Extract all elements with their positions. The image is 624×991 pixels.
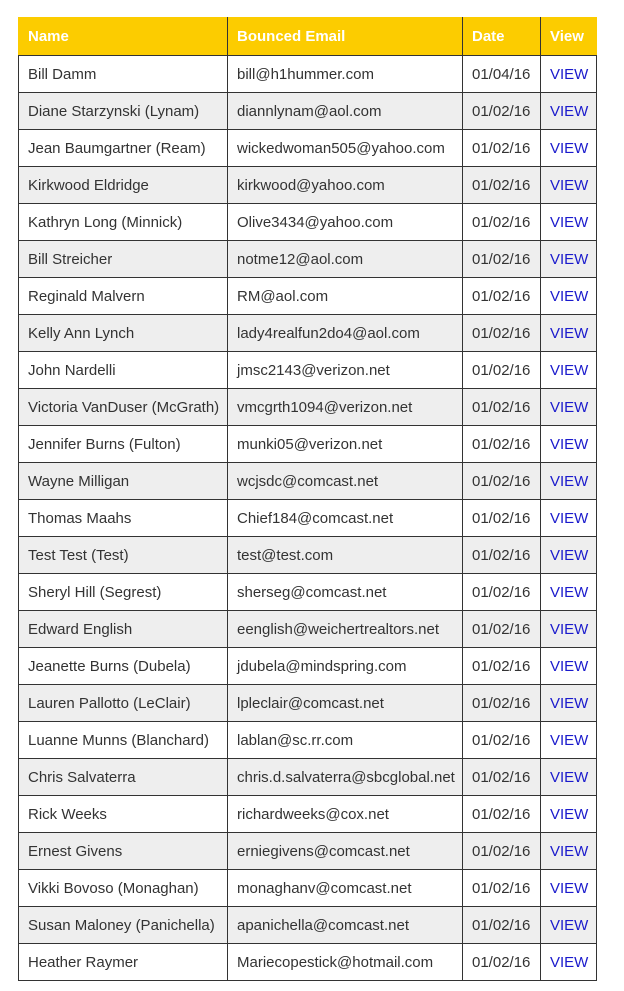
cell-date: 01/02/16	[463, 389, 541, 426]
cell-bounced-email: notme12@aol.com	[228, 241, 463, 278]
cell-name: Wayne Milligan	[19, 463, 228, 500]
view-link[interactable]: VIEW	[550, 250, 589, 268]
cell-bounced-email: jmsc2143@verizon.net	[228, 352, 463, 389]
view-link[interactable]: VIEW	[550, 583, 589, 601]
view-link[interactable]: VIEW	[550, 65, 589, 83]
cell-view	[541, 56, 597, 93]
cell-bounced-email: chris.d.salvaterra@sbcglobal.net	[228, 759, 463, 796]
cell-view	[541, 537, 597, 574]
view-link[interactable]: VIEW	[550, 472, 589, 490]
view-link[interactable]: VIEW	[550, 398, 589, 416]
cell-date: 01/02/16	[463, 204, 541, 241]
header-bounced-email: Bounced Email	[228, 18, 463, 56]
cell-date: 01/04/16	[463, 56, 541, 93]
view-link[interactable]: VIEW	[550, 953, 589, 971]
view-link[interactable]: VIEW	[550, 213, 589, 231]
cell-name: Sheryl Hill (Segrest)	[19, 574, 228, 611]
view-link[interactable]: VIEW	[550, 768, 589, 786]
cell-date: 01/02/16	[463, 759, 541, 796]
cell-name: Kelly Ann Lynch	[19, 315, 228, 352]
table-row	[19, 93, 597, 130]
cell-name: Jennifer Burns (Fulton)	[19, 426, 228, 463]
cell-date: 01/02/16	[463, 944, 541, 981]
view-link[interactable]: VIEW	[550, 879, 589, 897]
header-view: View	[541, 18, 597, 56]
table-header	[19, 18, 597, 56]
table-row	[19, 352, 597, 389]
cell-name: Ernest Givens	[19, 833, 228, 870]
table-row	[19, 574, 597, 611]
cell-name: Susan Maloney (Panichella)	[19, 907, 228, 944]
cell-name: Jean Baumgartner (Ream)	[19, 130, 228, 167]
cell-view	[541, 204, 597, 241]
table-row	[19, 500, 597, 537]
cell-name: John Nardelli	[19, 352, 228, 389]
view-link[interactable]: VIEW	[550, 916, 589, 934]
view-link[interactable]: VIEW	[550, 287, 589, 305]
cell-bounced-email: diannlynam@aol.com	[228, 93, 463, 130]
cell-bounced-email: erniegivens@comcast.net	[228, 833, 463, 870]
cell-bounced-email: Chief184@comcast.net	[228, 500, 463, 537]
table-row	[19, 426, 597, 463]
cell-view	[541, 278, 597, 315]
cell-name: Diane Starzynski (Lynam)	[19, 93, 228, 130]
cell-date: 01/02/16	[463, 722, 541, 759]
cell-bounced-email: sherseg@comcast.net	[228, 574, 463, 611]
header-row	[19, 18, 597, 56]
cell-name: Bill Damm	[19, 56, 228, 93]
cell-date: 01/02/16	[463, 574, 541, 611]
cell-date: 01/02/16	[463, 833, 541, 870]
cell-date: 01/02/16	[463, 907, 541, 944]
cell-date: 01/02/16	[463, 352, 541, 389]
cell-view	[541, 352, 597, 389]
cell-date: 01/02/16	[463, 796, 541, 833]
cell-name: Bill Streicher	[19, 241, 228, 278]
view-link[interactable]: VIEW	[550, 842, 589, 860]
cell-bounced-email: Olive3434@yahoo.com	[228, 204, 463, 241]
cell-bounced-email: test@test.com	[228, 537, 463, 574]
cell-view	[541, 833, 597, 870]
header-date: Date	[463, 18, 541, 56]
table-row	[19, 944, 597, 981]
cell-name: Kirkwood Eldridge	[19, 167, 228, 204]
cell-bounced-email: apanichella@comcast.net	[228, 907, 463, 944]
cell-date: 01/02/16	[463, 463, 541, 500]
cell-date: 01/02/16	[463, 315, 541, 352]
cell-bounced-email: jdubela@mindspring.com	[228, 648, 463, 685]
cell-name: Vikki Bovoso (Monaghan)	[19, 870, 228, 907]
cell-bounced-email: RM@aol.com	[228, 278, 463, 315]
cell-view	[541, 167, 597, 204]
view-link[interactable]: VIEW	[550, 620, 589, 638]
cell-date: 01/02/16	[463, 167, 541, 204]
cell-name: Thomas Maahs	[19, 500, 228, 537]
cell-date: 01/02/16	[463, 685, 541, 722]
cell-view	[541, 648, 597, 685]
cell-view	[541, 130, 597, 167]
cell-name: Jeanette Burns (Dubela)	[19, 648, 228, 685]
table-row	[19, 278, 597, 315]
view-link[interactable]: VIEW	[550, 805, 589, 823]
cell-view	[541, 944, 597, 981]
view-link[interactable]: VIEW	[550, 176, 589, 194]
table-body	[19, 56, 597, 981]
cell-name: Test Test (Test)	[19, 537, 228, 574]
cell-name: Victoria VanDuser (McGrath)	[19, 389, 228, 426]
table-row	[19, 167, 597, 204]
cell-bounced-email: lpleclair@comcast.net	[228, 685, 463, 722]
table-row	[19, 796, 597, 833]
table-row	[19, 130, 597, 167]
cell-name: Edward English	[19, 611, 228, 648]
header-name: Name	[19, 18, 228, 56]
cell-date: 01/02/16	[463, 611, 541, 648]
cell-view	[541, 389, 597, 426]
table-row	[19, 463, 597, 500]
view-link[interactable]: VIEW	[550, 509, 589, 527]
cell-view	[541, 241, 597, 278]
cell-bounced-email: monaghanv@comcast.net	[228, 870, 463, 907]
view-link[interactable]: VIEW	[550, 435, 589, 453]
view-link[interactable]: VIEW	[550, 657, 589, 675]
table-row	[19, 648, 597, 685]
table-row	[19, 685, 597, 722]
cell-bounced-email: eenglish@weichertrealtors.net	[228, 611, 463, 648]
cell-view	[541, 685, 597, 722]
bounced-email-table-container	[18, 17, 596, 981]
cell-date: 01/02/16	[463, 537, 541, 574]
cell-bounced-email: Mariecopestick@hotmail.com	[228, 944, 463, 981]
cell-bounced-email: lablan@sc.rr.com	[228, 722, 463, 759]
view-link[interactable]: VIEW	[550, 731, 589, 749]
cell-view	[541, 611, 597, 648]
view-link[interactable]: VIEW	[550, 139, 589, 157]
cell-bounced-email: wcjsdc@comcast.net	[228, 463, 463, 500]
view-link[interactable]: VIEW	[550, 361, 589, 379]
cell-date: 01/02/16	[463, 130, 541, 167]
cell-bounced-email: vmcgrth1094@verizon.net	[228, 389, 463, 426]
cell-name: Chris Salvaterra	[19, 759, 228, 796]
cell-view	[541, 722, 597, 759]
cell-name: Heather Raymer	[19, 944, 228, 981]
cell-view	[541, 315, 597, 352]
cell-view	[541, 93, 597, 130]
cell-bounced-email: bill@h1hummer.com	[228, 56, 463, 93]
table-row	[19, 722, 597, 759]
cell-view	[541, 463, 597, 500]
cell-bounced-email: kirkwood@yahoo.com	[228, 167, 463, 204]
table-row	[19, 315, 597, 352]
view-link[interactable]: VIEW	[550, 694, 589, 712]
table-row	[19, 907, 597, 944]
table-row	[19, 870, 597, 907]
cell-name: Reginald Malvern	[19, 278, 228, 315]
table-row	[19, 611, 597, 648]
cell-date: 01/02/16	[463, 278, 541, 315]
cell-bounced-email: lady4realfun2do4@aol.com	[228, 315, 463, 352]
cell-bounced-email: wickedwoman505@yahoo.com	[228, 130, 463, 167]
cell-bounced-email: richardweeks@cox.net	[228, 796, 463, 833]
table-row	[19, 537, 597, 574]
cell-view	[541, 796, 597, 833]
cell-date: 01/02/16	[463, 500, 541, 537]
cell-view	[541, 426, 597, 463]
cell-date: 01/02/16	[463, 870, 541, 907]
cell-date: 01/02/16	[463, 241, 541, 278]
cell-view	[541, 759, 597, 796]
cell-name: Lauren Pallotto (LeClair)	[19, 685, 228, 722]
table-row	[19, 56, 597, 93]
cell-bounced-email: munki05@verizon.net	[228, 426, 463, 463]
cell-view	[541, 870, 597, 907]
cell-name: Luanne Munns (Blanchard)	[19, 722, 228, 759]
table-row	[19, 833, 597, 870]
view-link[interactable]: VIEW	[550, 102, 589, 120]
cell-date: 01/02/16	[463, 426, 541, 463]
cell-name: Rick Weeks	[19, 796, 228, 833]
view-link[interactable]: VIEW	[550, 324, 589, 342]
cell-name: Kathryn Long (Minnick)	[19, 204, 228, 241]
table-row	[19, 241, 597, 278]
view-link[interactable]: VIEW	[550, 546, 589, 564]
table-row	[19, 759, 597, 796]
bounced-email-table	[18, 17, 597, 981]
cell-date: 01/02/16	[463, 648, 541, 685]
cell-view	[541, 907, 597, 944]
cell-view	[541, 500, 597, 537]
table-row	[19, 204, 597, 241]
cell-view	[541, 574, 597, 611]
table-row	[19, 389, 597, 426]
cell-date: 01/02/16	[463, 93, 541, 130]
